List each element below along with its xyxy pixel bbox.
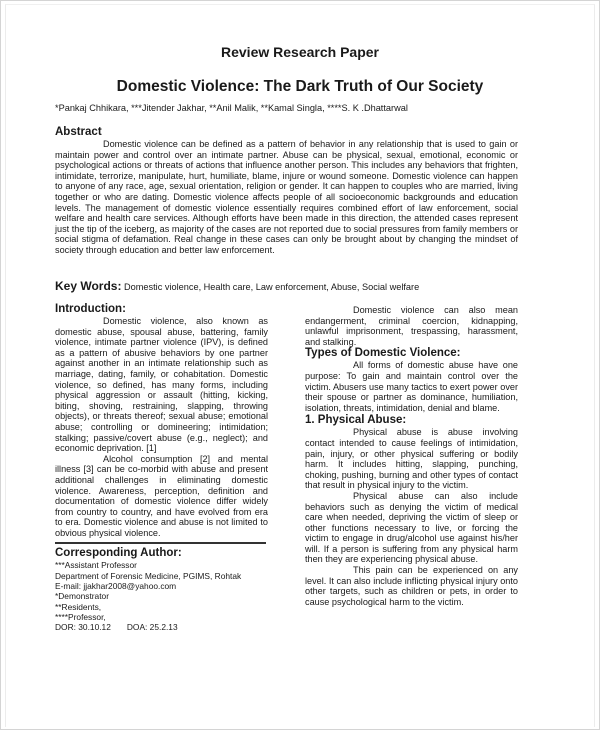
types-heading: Types of Domestic Violence:: [305, 347, 461, 360]
abstract-text: Domestic violence can be defined as a pattern of behavior in any relationship that is used to gain or maintain power and control over an intimate partner. Abuse can be physical, sexual, emotional, economic or psychological actions or threats of actions that influence another person. This includes any behaviors that frighten, intimidate, terrorize, manipulate, hurt, humiliate, blame, injure or wound someone. Domestic violence can happen to anyone of any race, age, sexual orientation, religion or gender. It can happen to couples who are married, living together or who are dating. Domestic violence affects people of all socioeconomic backgrounds and education levels. The management of domestic violence essentially requires combined effort of law enforcement, social welfare and health care services. Although efforts have been made in this direction, the attended cases represent just the tip of the iceberg, as majority of the cases are not reported due to social pressures from family members or social stigma of defamation. Real change in these cases can only be brought about by changing the mindset of society through education and better law enforcement.: [55, 139, 518, 255]
author-department-line: Department of Forensic Medicine, PGIMS, Rohtak: [55, 570, 242, 581]
paper-type-label: Review Research Paper: [221, 44, 379, 60]
physical-abuse-paragraph: Physical abuse is abuse involving contact intended to cause feelings of intimidation, pain, injury, or other physical suffering or bodily harm. It includes hitting, slapping, punching, choking, pushing, burning and other types of contact that result in physical injury to the victim.: [305, 427, 518, 491]
section-divider: [55, 542, 266, 544]
author-email-line: E-mail: jjakhar2008@yahoo.com: [55, 581, 177, 592]
author-list: *Pankaj Chhikara, ***Jitender Jakhar, **Anil Malik, **Kamal Singla, ****S. K .Dhattarwal: [55, 103, 408, 113]
author-role-line: **Residents,: [55, 601, 102, 612]
types-paragraph: All forms of domestic abuse have one purpose: To gain and maintain control over the victim. Abusers use many tactics to exert power over their spouse or partner as dominance, humiliation, isolation, threats, intimidation, denial and blame.: [305, 360, 518, 413]
keywords-section: [55, 279, 419, 293]
keywords-label: Key Words:: [55, 279, 122, 293]
paper-title: Domestic Violence: The Dark Truth of Our Society: [116, 78, 484, 95]
corresponding-author-heading: Corresponding Author:: [55, 547, 182, 560]
date-line: [55, 622, 268, 632]
abstract-heading: Abstract: [55, 126, 102, 138]
introduction-paragraph: Domestic violence, also known as domestic abuse, spousal abuse, battering, family violence, intimate partner violence (IPV), is defined as a pattern of abusive behaviors by one partner against another in an intimate relationship such as marriage, dating, family, or cohabitation. Domestic violence, so defined, has many forms, including physical aggression or assault (hitting, kicking, biting, shoving, restraining, slapping, throwing objects), or threats thereof; sexual abuse; emotional abuse; controlling or domineering; intimidation; stalking; passive/covert abuse (e.g., neglect); and economic deprivation. [1]: [55, 316, 268, 454]
date-of-receipt: DOR: 30.10.12: [55, 622, 111, 633]
physical-abuse-heading: 1. Physical Abuse:: [305, 414, 407, 427]
introduction-continued-paragraph: Domestic violence can also mean endangerment, criminal coercion, kidnapping, unlawful imprisonment, trespassing, harassment, and stalking.: [305, 305, 518, 347]
author-role-line: ***Assistant Professor: [55, 560, 137, 571]
corresponding-author-details: [55, 560, 268, 632]
author-role-line: ****Professor,: [55, 611, 106, 622]
date-of-acceptance: DOA: 25.2.13: [126, 622, 178, 633]
abstract-section: [55, 126, 518, 256]
author-role-line: *Demonstrator: [55, 591, 109, 602]
introduction-heading: Introduction:: [55, 303, 126, 315]
physical-abuse-paragraph: Physical abuse can also include behaviors such as denying the victim of medical care when needed, depriving the victim of sleep or other functions necessary to live, or forcing the victim to engage in drug/alcohol use against his/her will. If a person is suffering from any physical harm then they are experiencing physical abuse.: [305, 490, 518, 565]
left-column: [55, 303, 268, 633]
keywords-text: Domestic violence, Health care, Law enforcement, Abuse, Social welfare: [121, 282, 420, 292]
introduction-paragraph: Alcohol consumption [2] and mental illness [3] can be co-morbid with abuse and present additional challenges in eliminating domestic violence. Awareness, perception, definition and documentation of domestic violence differ widely from country to country, and have evolved from era to era. Domestic violence and abuse is not limited to obvious physical violence.: [55, 453, 268, 538]
physical-abuse-paragraph: This pain can be experienced on any level. It can also include inflicting physical injury onto other targets, such as children or pets, in order to cause psychological harm to the victim.: [305, 565, 518, 607]
right-column: [305, 305, 518, 607]
